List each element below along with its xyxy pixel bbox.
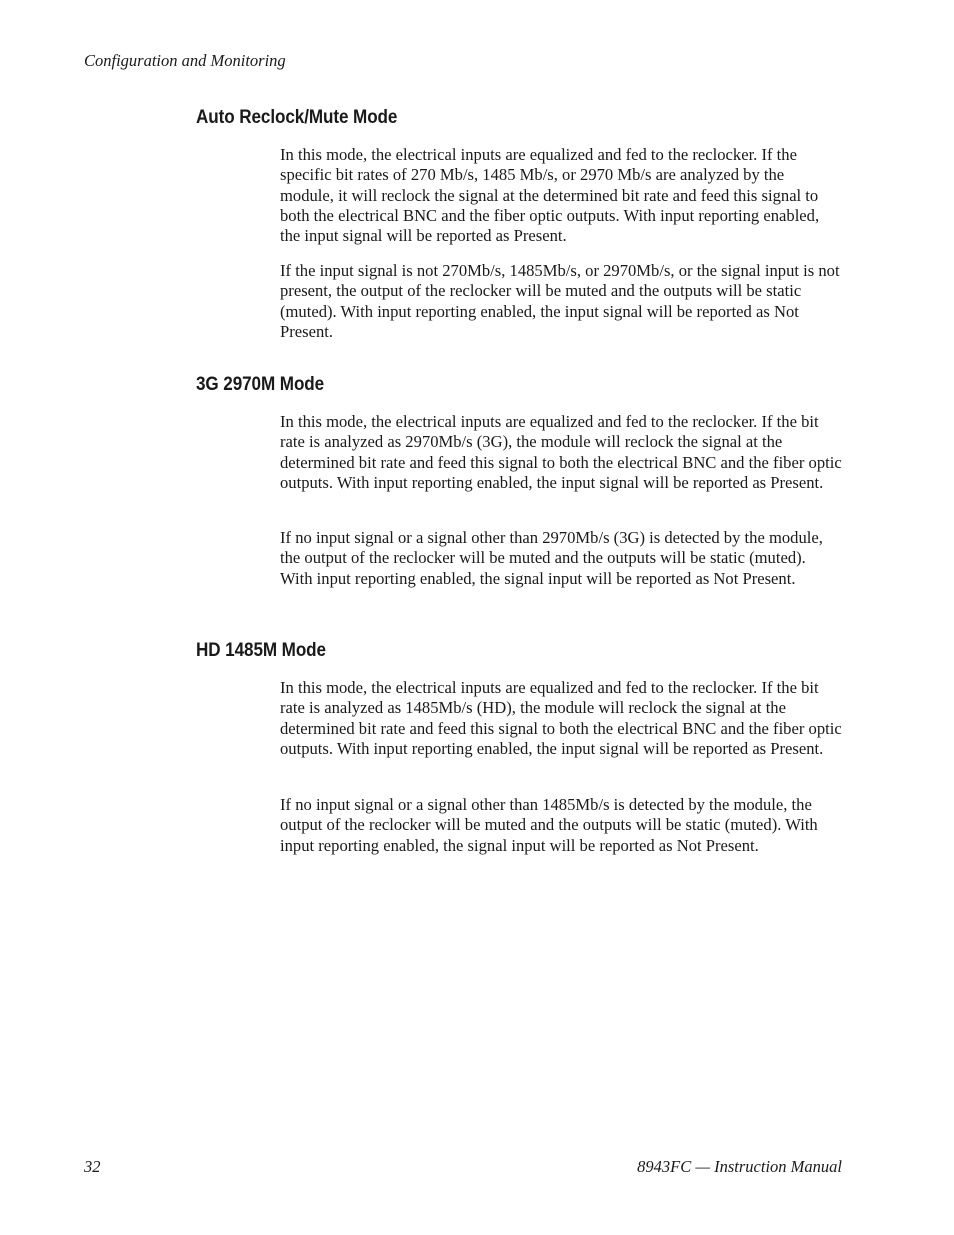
paragraph: In this mode, the electrical inputs are equalized and fed to the reclocker. If the bit rate is analyzed as 1485Mb/s (HD), the module will reclock the signal at the determined bit rate and feed this signal to both the electrical BNC and the fiber optic outputs. With input reporting enabled, the input signal will be reported as Present. [280, 678, 842, 758]
section-heading: Auto Reclock/Mute Mode [196, 107, 398, 128]
paragraph: If no input signal or a signal other than 2970Mb/s (3G) is detected by the module, the output of the reclocker will be muted and the outputs will be static (muted). With input reporting enabled, the signal input will be reported as Not Present. [280, 528, 823, 588]
running-header: Configuration and Monitoring [84, 51, 286, 70]
paragraph: In this mode, the electrical inputs are equalized and fed to the reclocker. If the bit rate is analyzed as 2970Mb/s (3G), the module will reclock the signal at the determined bit rate and feed this signal to both the electrical BNC and the fiber optic outputs. With input reporting enabled, the input signal will be reported as Present. [280, 412, 842, 492]
footer-manual-title: 8943FC — Instruction Manual [637, 1157, 842, 1176]
section-heading: 3G 2970M Mode [196, 374, 325, 395]
section-heading: HD 1485M Mode [196, 640, 326, 661]
paragraph: If no input signal or a signal other than 1485Mb/s is detected by the module, the output of the reclocker will be muted and the outputs will be static (muted). With input reporting enabled, the signal input will be reported as Not Present. [280, 795, 818, 855]
paragraph: If the input signal is not 270Mb/s, 1485Mb/s, or 2970Mb/s, or the signal input is not present, the output of the reclocker will be muted and the outputs will be static (muted). With input reporting enabled, the input signal will be reported as Not Present. [280, 261, 840, 341]
page-number: 32 [84, 1157, 101, 1176]
paragraph: In this mode, the electrical inputs are equalized and fed to the reclocker. If the specific bit rates of 270 Mb/s, 1485 Mb/s, or 2970 Mb/s are analyzed by the module, it will reclock the signal at the determined bit rate and feed this signal to both the electrical BNC and the fiber optic outputs. With input reporting enabled, the input signal will be reported as Present. [280, 145, 820, 246]
